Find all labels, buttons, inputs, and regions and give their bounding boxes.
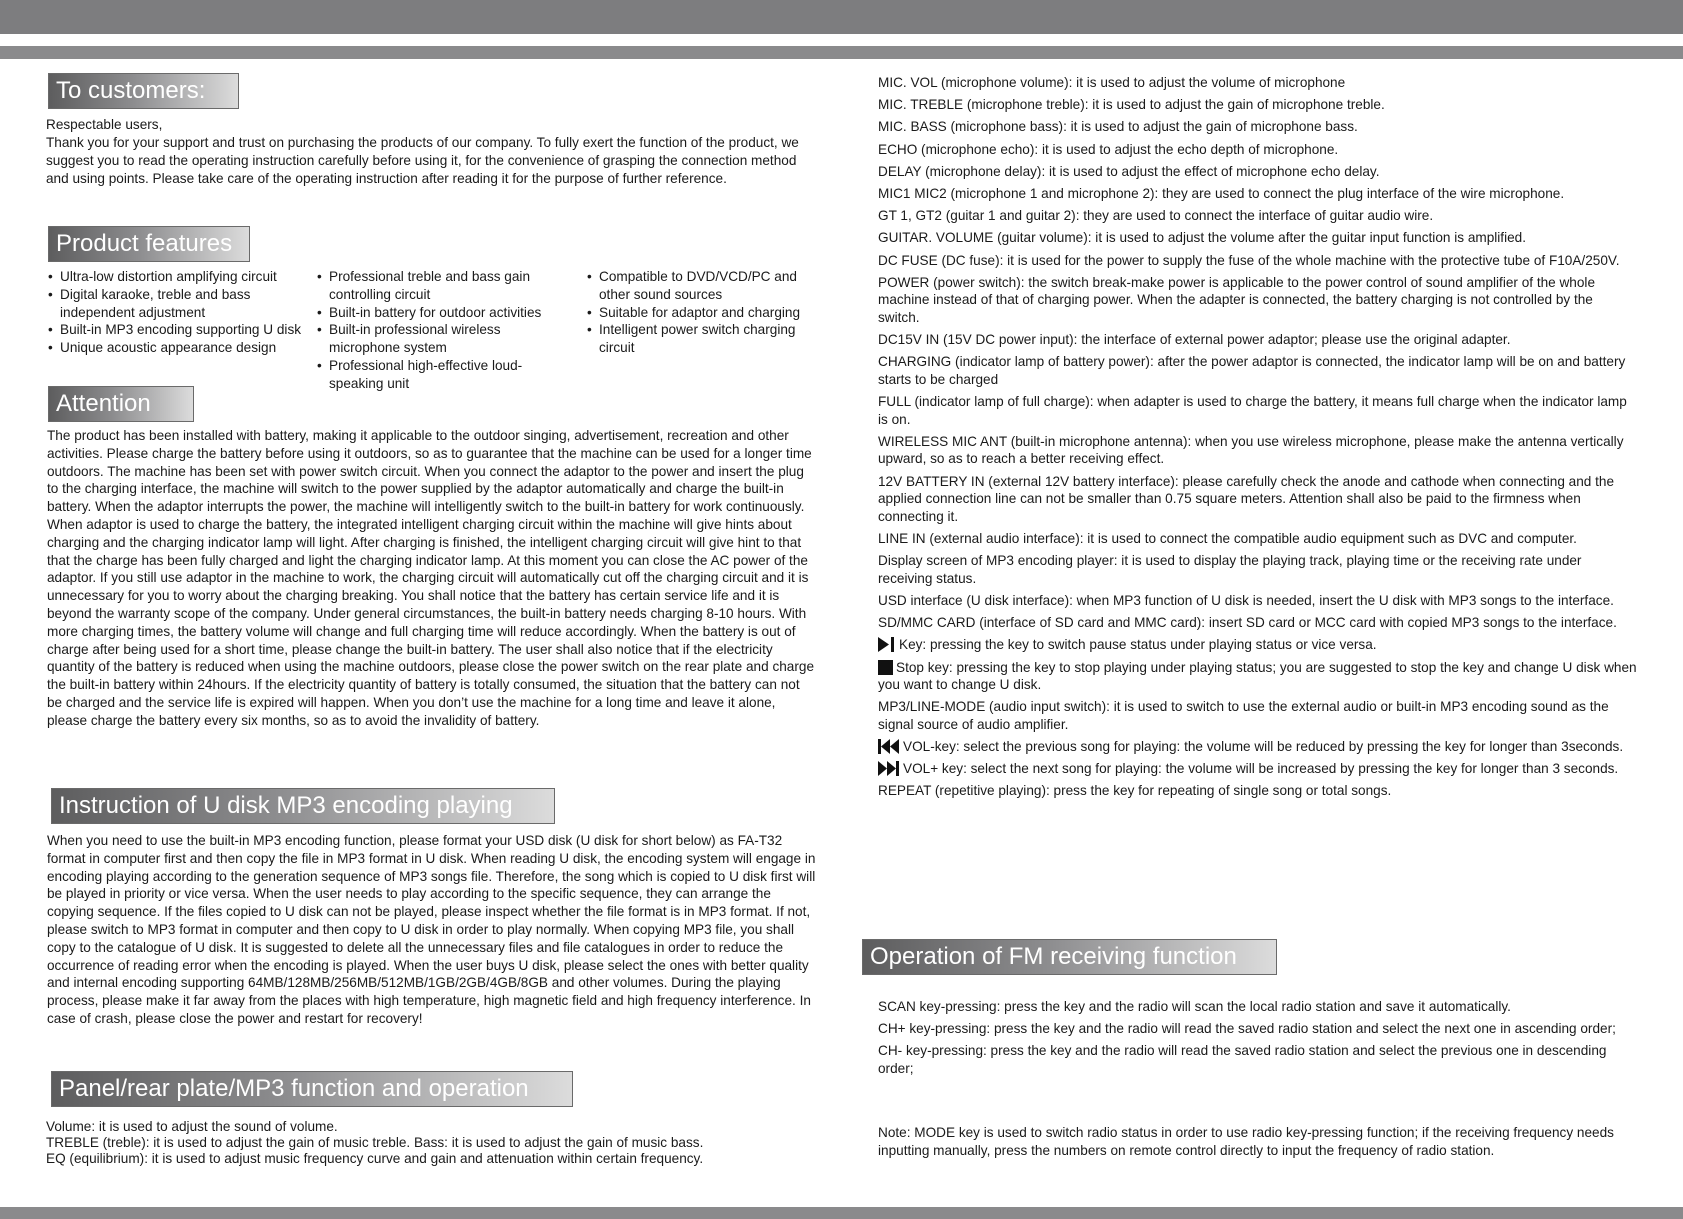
mode-item: MP3/LINE-MODE (audio input switch): it is used to switch to use the external audio or built-in MP3 encoding sound as the signal source of audio amplifier. <box>878 699 1609 732</box>
features-column-1 <box>46 268 308 357</box>
top-rule <box>0 46 1683 59</box>
fm-note: Note: MODE key is used to switch radio status in order to use radio key-pressing function; if the receiving frequency needs inputting manually, press the numbers on remote control directly to input the frequency of radio station. <box>878 1125 1614 1158</box>
function-item: ECHO (microphone echo): it is used to adjust the echo depth of microphone. <box>878 141 1339 157</box>
vol-plus-text: VOL+ key: select the next song for playing: the volume will be increased by pressing the key for longer than 3 seconds. <box>903 761 1619 777</box>
play-pause-text: Key: pressing the key to switch pause status under playing status or vice versa. <box>899 637 1377 653</box>
right-column-items <box>878 74 1638 805</box>
repeat-item: REPEAT (repetitive playing): press the key for repeating of single song or total songs. <box>878 783 1392 799</box>
section-header-fm: Operation of FM receiving function <box>862 939 1277 975</box>
feature-item: • Professional treble and bass gain controlling circuit <box>315 268 571 304</box>
function-item: WIRELESS MIC ANT (built-in microphone antenna): when you use wireless microphone, please make the antenna vertically upward, so as to reach a better receiving effect. <box>878 433 1624 467</box>
feature-item: • Professional high-effective loud-speaking unit <box>315 357 571 393</box>
feature-item: • Built-in professional wireless microphone system <box>315 321 571 357</box>
function-item: Display screen of MP3 encoding player: it is used to display the playing track, playing time or the receiving rate under receiving status. <box>878 553 1582 586</box>
panel-line: TREBLE (treble): it is used to adjust the gain of music treble. Bass: it is used to adjust the gain of music bass. <box>46 1135 704 1151</box>
function-item: MIC1 MIC2 (microphone 1 and microphone 2): they are used to connect the plug interface of the wire microphone. <box>878 185 1565 201</box>
function-item: FULL (indicator lamp of full charge): when adapter is used to charge the battery, it means full charge when the indicator lamp is on. <box>878 394 1627 427</box>
section-header-features: Product features <box>48 226 250 262</box>
function-item: MIC. VOL (microphone volume): it is used to adjust the volume of microphone <box>878 75 1346 90</box>
section-header-usb: Instruction of U disk MP3 encoding playing <box>51 788 555 824</box>
customers-body: Thank you for your support and trust on purchasing the products of our company. To fully exert the function of the product, we suggest you to read the operating instruction carefully before using it, for the convenience of grasping the connection method and using points. Please take care of the operating instruction after reading it for the purpose of further reference. <box>46 135 799 186</box>
features-column-2 <box>315 268 571 393</box>
fm-items <box>878 998 1638 1082</box>
vol-minus-text: VOL-key: select the previous song for playing: the volume will be reduced by pressing the key for longer than 3seconds. <box>903 739 1624 755</box>
vol-plus-item <box>878 760 1638 778</box>
function-item: MIC. BASS (microphone bass): it is used to adjust the gain of microphone bass. <box>878 119 1358 135</box>
fm-item: CH+ key-pressing: press the key and the radio will read the saved radio station and select the next one in ascending order; <box>878 1021 1616 1037</box>
fm-item: CH- key-pressing: press the key and the radio will read the saved radio station and select the previous one in descending order; <box>878 1043 1607 1076</box>
function-item: USD interface (U disk interface): when MP3 function of U disk is needed, insert the U disk with MP3 songs to the interface. <box>878 592 1614 608</box>
function-item: POWER (power switch): the switch break-make power is applicable to the power control of sound amplifier of the whole machine instead of that of charging power. When the adapter is connected, the battery charging is not controlled by the switch. <box>878 274 1596 325</box>
previous-track-icon <box>878 739 900 754</box>
vol-minus-item <box>878 738 1638 756</box>
feature-item: • Compatible to DVD/VCD/PC and other sound sources <box>585 268 825 304</box>
function-item: MIC. TREBLE (microphone treble): it is used to adjust the gain of microphone treble. <box>878 97 1385 113</box>
stop-text: Stop key: pressing the key to stop playing under playing status; you are suggested to stop the key and change U disk when you want to change U disk. <box>878 659 1637 693</box>
panel-lines <box>46 1119 836 1168</box>
function-item: DC15V IN (15V DC power input): the interface of external power adaptor; please use the original adapter. <box>878 332 1511 348</box>
top-band <box>0 0 1683 34</box>
stop-icon <box>878 660 893 675</box>
function-item: GUITAR. VOLUME (guitar volume): it is used to adjust the volume after the guitar input function is amplified. <box>878 230 1526 246</box>
panel-line: EQ (equilibrium): it is used to adjust music frequency curve and gain and attenuation within certain frequency. <box>46 1151 704 1167</box>
usb-body: When you need to use the built-in MP3 encoding function, please format your USD disk (U disk for short below) as FA-T32 format in computer first and then copy the file in MP3 format in U disk. When reading U disk, the encoding system will engage in encoding playing according to the generation sequence of MP3 songs file. Therefore, the song which is copied to U disk first will be played in priority or vice versa. When the user needs to play according to the specific sequence, they can arrange the copying sequence. If the files copied to U disk can not be played, please inspect whether the file format is in MP3 format. If not, please switch to MP3 format in computer and then copy to U disk in order to play normally. When copying MP3 file, you shall copy to the catalogue of U disk. It is suggested to delete all the unnecessary files and file catalogues in order to reduce the occurrence of reading error when the encoding is played. When the user buys U disk, please select the ones with better quality and internal encoding supporting 64MB/128MB/256MB/512MB/1GB/2GB/4GB/8GB and other volumes. During the playing process, please make it far away from the places with high temperature, high magnetic field and high frequency interference. In case of crash, please close the power and restart for recovery! <box>47 833 816 1026</box>
bottom-band <box>0 1207 1683 1219</box>
function-item: DC FUSE (DC fuse): it is used for the power to supply the fuse of the whole machine with the protective tube of F10A/250V. <box>878 252 1620 268</box>
next-track-icon <box>878 761 900 776</box>
play-pause-icon <box>878 637 896 652</box>
function-item: SD/MMC CARD (interface of SD card and MMC card): insert SD card or MCC card with copied MP3 songs to the interface. <box>878 615 1617 631</box>
function-item: LINE IN (external audio interface): it is used to connect the compatible audio equipment such as DVC and computer. <box>878 530 1577 546</box>
function-item: DELAY (microphone delay): it is used to adjust the effect of microphone echo delay. <box>878 163 1380 179</box>
section-header-customers: To customers: <box>48 73 239 109</box>
play-pause-item <box>878 636 1638 654</box>
feature-item: • Ultra-low distortion amplifying circuit <box>46 268 308 286</box>
feature-item: • Built-in battery for outdoor activities <box>315 304 571 322</box>
feature-item: • Built-in MP3 encoding supporting U disk <box>46 321 308 339</box>
customers-greeting: Respectable users, <box>46 117 163 132</box>
fm-item: SCAN key-pressing: press the key and the radio will scan the local radio station and save it automatically. <box>878 999 1511 1014</box>
panel-line: Volume: it is used to adjust the sound of volume. <box>46 1119 338 1134</box>
function-item: CHARGING (indicator lamp of battery power): after the power adaptor is connected, the indicator lamp will be on and battery starts to be charged <box>878 354 1626 387</box>
features-column-3 <box>585 268 825 357</box>
section-header-panel: Panel/rear plate/MP3 function and operation <box>51 1071 573 1107</box>
feature-item: • Digital karaoke, treble and bass independent adjustment <box>46 286 308 322</box>
function-item: 12V BATTERY IN (external 12V battery interface): please carefully check the anode and cathode when connecting and the applied connection line can not be smaller than 0.75 square meters. Attention shall also be paid to the firmness when connecting it. <box>878 473 1615 524</box>
attention-body: The product has been installed with battery, making it applicable to the outdoor singing, advertisement, recreation and other activities. Please charge the battery before using it outdoors, so as to guarantee that the machine can be used for a longer time outdoors. The machine has been set with power switch circuit. When you connect the adaptor to the power and insert the plug to the charging interface, the machine will switch to the power supplied by the adaptor automatically and charge the built-in battery. When the adaptor interrupts the power, the machine will intelligently switch to the built-in battery for work continuously. When adaptor is used to charge the battery, the integrated intelligent charging circuit within the machine will give hints about charging and the charging indicator lamp will light. After charging is finished, the intelligent charging circuit will give hint to that that the charge has been fully charged and light the charging indicator lamp. At this moment you can close the AC power of the adaptor. If you still use adaptor in the machine to work, the charging circuit will automatically cut off the charging circuit and it is unnecessary for you to worry about the charging breaking. You shall notice that the battery has certain service life and it is beyond the warranty scope of the company. Under general circumstances, the built-in battery needs charging 8-10 hours. With more charging times, the battery volume will change and full charging time will reduce accordingly. When the battery is out of charge after being used for a short time, please change the built-in battery. The user shall also notice that if the electricity quantity of the battery is reduced when using the machine outdoors, please close the power switch on the rear plate and charge the built-in battery within 24hours. If the electricity quantity of battery is totally consumed, the situation that the battery can not be charged and the service life is expired will happen. When you don’t use the machine for a long time and leave it alone, please charge the battery every six months, so as to avoid the invalidity of battery. <box>47 428 815 728</box>
stop-item <box>878 659 1638 694</box>
feature-item: • Suitable for adaptor and charging <box>585 304 825 322</box>
function-item: GT 1, GT2 (guitar 1 and guitar 2): they are used to connect the interface of guitar audio wire. <box>878 208 1434 224</box>
feature-item: • Unique acoustic appearance design <box>46 339 308 357</box>
section-header-attention: Attention <box>48 386 194 422</box>
feature-item: • Intelligent power switch charging circuit <box>585 321 825 357</box>
